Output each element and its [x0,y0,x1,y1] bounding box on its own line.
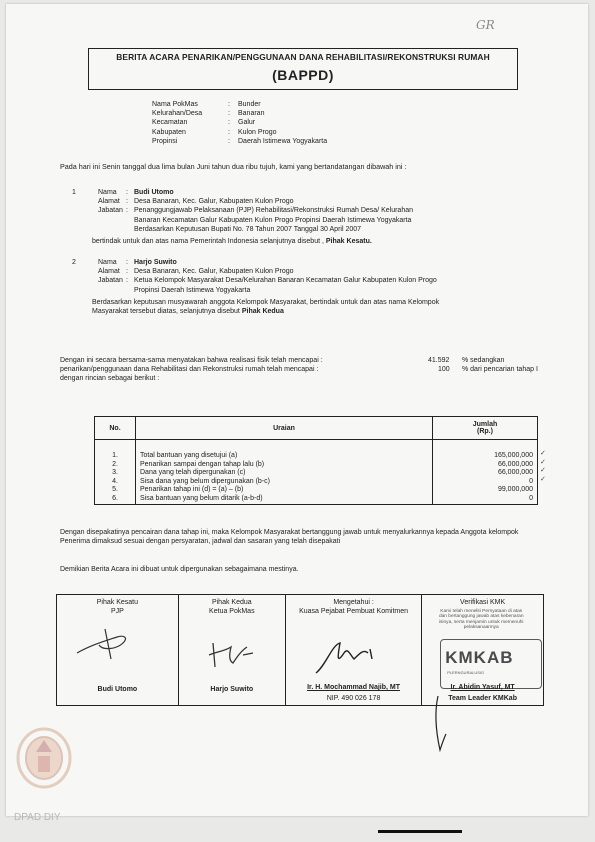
document-page: GR BERITA ACARA PENARIKAN/PENGGUNAAN DANA REHABILITASI/REKONSTRUKSI RUMAH (BAPPD) Nama PokMas : Bunder Kelurahan/Desa : Banaran Kecamatan : Galur Kabupaten : Kulon Progo Propinsi : Daerah Istimewa Yogyakarta Pada hari ini Senin tanggal dua lima bulan Juni tahun dua ribu tujuh, kami yang bertandatangan dibawah ini : 1 Nama : Budi Utomo Alamat : Desa Banaran, Kec. Galur, Kabupaten Kulon Progo Jabatan : Penanggungjawab Pelaksanaan (PJP) Rehabilitasi/Rekonstruksi Rumah Desa/ Kelurahan Banaran Kecamatan Galur Kabupaten Kulon Progo Propinsi Daerah Istimewa Yogyakarta Berdasarkan Keputusan Bupati No. 78 Tahun 2007 Tanggal 30 April 2007 bertindak untuk dan atas nama Pemerintah Indonesia selanjutnya disebut , Pihak Kesatu. 2 Nama : Harjo Suwito Alamat : Desa Banaran, Kec. Galur, Kabupaten Kulon Progo Jabatan : Ketua Kelompok Masyarakat Desa/Kelurahan Banaran Kecamatan Galur Kabupaten Kulon Progo Propinsi Daerah Istimewa Yogyakarta Berdasarkan keputusan musyawarah anggota Kelompok Masyarakat, bertindak untuk dan atas nama Kelompok Masyarakat tersebut diatas, selanjutnya disebut Pihak Kedua Dengan ini secara bersama-sama menyatakan bahwa realisasi fisik telah mencapai : 41.592 % sedangkan penarikan/penggunaan dana Rehabilitasi dan Rekonstruksi rumah telah mencapai : 100 % dari pencarian tahap I dengan rincian sebagai berikut : No. Uraian Jumlah (Rp.) 1. 2. 3. 4. 5. 6. Total bantuan yang disetujui (a) Penarikan sampai dengan tahap lalu (b) Dana yang telah dipergunakan (c) Sisa dana yang belum dipergunakan (b-c) Penarikan tahap ini (d) = (a) – (b) Sisa bantuan yang belum ditarik (a-b-d) 165,000,000 66,000,000 66,000,000 0 99,000,000 0 ✓ ✓ ✓ ✓ Dengan disepakatinya pencairan dana tahap ini, maka Kelompok Masyarakat bertanggung jawab untuk menyalurkannya kepada Anggota kelompok Penerima dimaksud sesuai dengan persyaratan, jadwal dan sasaran yang telah disepakati Demikian Berita Acara ini dibuat untuk dipergunakan sebagaimana mestinya. Pihak Kesatu PJP Budi Utomo Pihak Kedua Ketua PokMas Harjo Suwito Mengetahui : Kuasa Pejabat Pembuat Komitmen Ir. H. Mochammad Najib, MT NIP. 490 026 178 Verifikasi KMK Kami telah meneliti Pernyataan di atas dan bertanggung jawab atas kebenaran isinya, serta menjamin untuk memenuhi pelaksanaannya KMKAB PLERNGURALUSIG Ir. Abidin Yasuf, MT Team Leader KMKab [6,4,588,816]
signer-name: Ir. Abidin Yasuf, MT [450,684,515,691]
bottom-mark [378,830,462,833]
intro-text: Pada hari ini Senin tanggal dua lima bulan Juni tahun dua ribu tujuh, kami yang bertandatangan dibawah ini : [60,162,407,171]
rincian-table [94,416,538,505]
signer-name: Budi Utomo [97,686,138,693]
identity-block [152,100,327,146]
table-row: 1. 2. 3. 4. 5. 6. Total bantuan yang disetujui (a) Penarikan sampai dengan tahap lalu (b) Dana yang telah dipergunakan (c) Sisa dana yang belum dipergunakan (b-c) Penarikan tahap ini (d) = (a) – (b) Sisa bantuan yang belum ditarik (a-b-d) 165,000,000 66,000,000 66,000,000 0 99,000,000 0 [95,440,538,505]
signature-verifikasi-kmk: Verifikasi KMK Kami telah meneliti Pernyataan di atas dan bertanggung jawab atas kebenaran isinya, serta menjamin untuk memenuhi pelaksanaannya KMKAB PLERNGURALUSIG Ir. Abidin Yasuf, MT Team Leader KMKab [422,595,544,706]
identity-row: Propinsi : Daerah Istimewa Yogyakarta [152,137,328,145]
title-box [88,48,518,90]
header-no: No. [95,417,136,440]
identity-row: Nama PokMas : Bunder [152,101,261,108]
verification-text: Kami telah meneliti Pernyataan di atas dan bertanggung jawab atas kebenaran isinya, serta menjamin untuk memenuhi pelaksanaannya [438,609,524,631]
identity-row: Kecamatan : Galur [152,119,256,127]
watermark-text: DPAD DIY [14,812,61,823]
kmk-stamp: KMKAB PLERNGURALUSIG [440,639,542,689]
closing-paragraph: Dengan disepakatinya pencairan dana tahap ini, maka Kelompok Masyarakat bertanggung jawab untuk menyalurkannya kepada Anggota kelompok Penerima dimaksud sesuai dengan persyaratan, jadwal dan sasaran yang telah disepakati [60,529,519,546]
signature-tail-mark [424,694,454,754]
document-title: BERITA ACARA PENARIKAN/PENGGUNAAN DANA REHABILITASI/REKONSTRUKSI RUMAH [116,52,490,62]
header-jumlah: Jumlah (Rp.) [433,417,538,440]
party-one-closing: bertindak untuk dan atas nama Pemerintah Indonesia selanjutnya disebut , Pihak Kesatu. [92,238,372,245]
check-marks: ✓ ✓ ✓ ✓ [540,450,546,483]
identity-row: Kelurahan/Desa : Banaran [152,110,265,118]
party-two-name: Harjo Suwito [134,259,177,266]
party-one-name: Budi Utomo [134,189,174,196]
signature-mark [71,615,151,665]
signer-nip: NIP. 490 026 178 [326,695,381,702]
signer-role: Team Leader KMKab [448,695,517,702]
document-subtitle: (BAPPD) [272,67,334,83]
handwritten-note: GR [476,18,495,32]
closing-statement: Demikian Berita Acara ini dibuat untuk dipergunakan sebagaimana mestinya. [60,566,299,573]
realisasi-dana-value: 100 [438,366,450,374]
signature-pihak-kedua: Pihak Kedua Ketua PokMas Harjo Suwito [178,595,285,706]
realisasi-block: Dengan ini secara bersama-sama menyatakan bahwa realisasi fisik telah mencapai : 41.592 % sedangkan penarikan/penggunaan dana Rehabilitasi dan Rekonstruksi rumah telah mencapai : 100 % dari pencarian tahap I dengan rincian sebagai berikut : [60,357,538,383]
signature-pihak-kesatu: Pihak Kesatu PJP Budi Utomo [57,595,179,706]
seal-watermark-icon [14,726,74,790]
signature-mark [203,633,263,673]
signature-table [56,594,544,706]
signature-mengetahui: Mengetahui : Kuasa Pejabat Pembuat Komitmen Ir. H. Mochammad Najib, MT NIP. 490 026 178 [285,595,421,706]
identity-row: Kabupaten : Kulon Progo [152,128,277,136]
realisasi-fisik-value: 41.592 [428,357,450,364]
signature-mark [310,631,400,681]
signer-name: Ir. H. Mochammad Najib, MT [307,684,401,691]
signer-name: Harjo Suwito [210,686,254,693]
header-uraian: Uraian [136,417,433,440]
party-two-closing: Berdasarkan keputusan musyawarah anggota Kelompok Masyarakat, bertindak untuk dan atas nama Kelompok Masyarakat tersebut diatas, selanjutnya disebut Pihak Kedua [92,299,440,316]
